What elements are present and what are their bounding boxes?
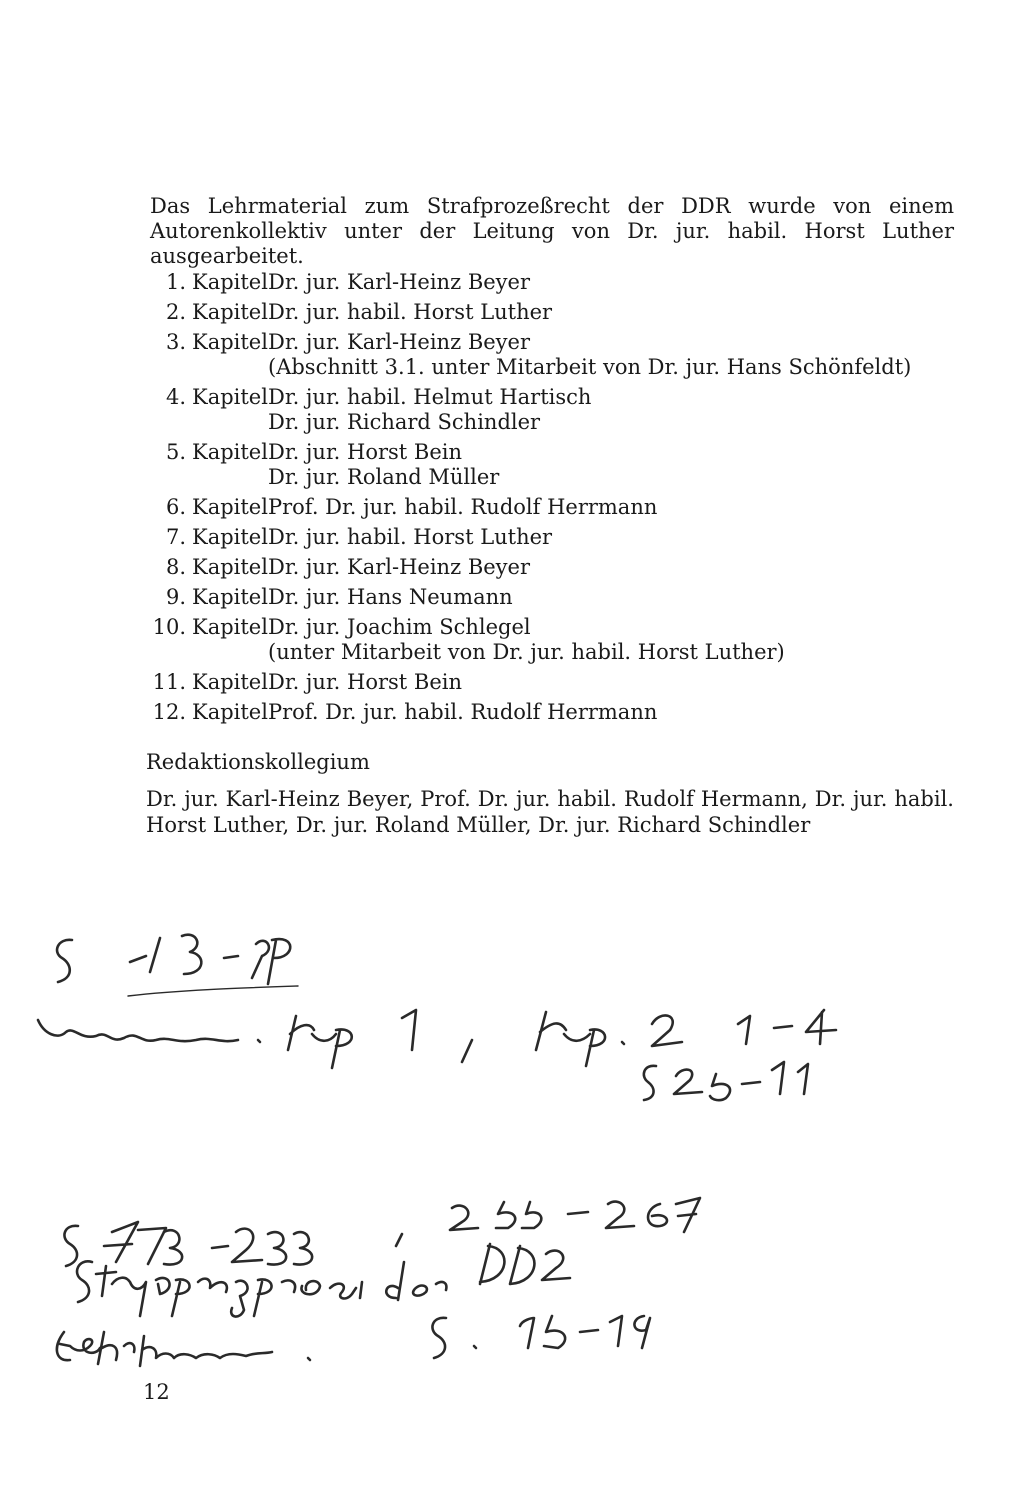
- chapter-word: Kapitel: [192, 330, 268, 354]
- chapter-number: 8.: [165, 555, 186, 579]
- handwritten-note-4: [64, 1198, 700, 1266]
- chapter-number: 9.: [165, 585, 186, 609]
- chapter-number: 7.: [165, 525, 186, 549]
- chapter-author-line: Prof. Dr. jur. habil. Rudolf Herrmann: [268, 700, 658, 724]
- chapter-word: Kapitel: [192, 525, 268, 549]
- handwritten-note-3: [644, 1062, 808, 1100]
- chapter-author-line: Dr. jur. Roland Müller: [268, 465, 500, 489]
- page-number: 12: [143, 1380, 170, 1404]
- chapter-word: Kapitel: [192, 670, 268, 694]
- chapter-author-line: Dr. jur. Horst Bein: [268, 670, 463, 694]
- chapter-word: Kapitel: [192, 270, 268, 294]
- chapter-author-line: Dr. jur. Horst Bein: [268, 440, 463, 464]
- chapter-author-line: Prof. Dr. jur. habil. Rudolf Herrmann: [268, 495, 658, 519]
- chapter-author-line: Dr. jur. Richard Schindler: [268, 410, 541, 434]
- editorial-board-members: Dr. jur. Karl-Heinz Beyer, Prof. Dr. jur. habil. Rudolf Hermann, Dr. jur. habil. Horst Luther, Dr. jur. Roland Müller, Dr. jur. Richard Schindler: [146, 787, 954, 837]
- handwritten-note-5: [77, 1244, 570, 1317]
- chapter-number: 2.: [165, 300, 186, 324]
- handwritten-note-6: [57, 1316, 650, 1366]
- chapter-number: 3.: [165, 330, 186, 354]
- chapter-word: Kapitel: [192, 300, 268, 324]
- chapter-author-line: Dr. jur. habil. Helmut Hartisch: [268, 385, 592, 409]
- intro-paragraph: Das Lehrmaterial zum Strafprozeßrecht der DDR wurde von einem Autorenkollektiv unter der Leitung von Dr. jur. habil. Horst Luther ausgearbeitet.: [150, 194, 954, 268]
- chapter-word: Kapitel: [192, 615, 268, 639]
- chapter-author-line: Dr. jur. Joachim Schlegel: [268, 615, 531, 639]
- chapter-number: 12.: [152, 700, 186, 724]
- chapter-word: Kapitel: [192, 700, 268, 724]
- chapter-number: 11.: [152, 670, 186, 694]
- editorial-board-heading: Redaktionskollegium: [146, 750, 370, 774]
- chapter-word: Kapitel: [192, 555, 268, 579]
- chapter-number: 5.: [165, 440, 186, 464]
- chapter-author-line: (unter Mitarbeit von Dr. jur. habil. Horst Luther): [268, 640, 785, 664]
- chapter-author-line: Dr. jur. Hans Neumann: [268, 585, 513, 609]
- chapter-author-line: Dr. jur. habil. Horst Luther: [268, 300, 553, 324]
- chapter-word: Kapitel: [192, 585, 268, 609]
- handwritten-note-1: [57, 935, 298, 996]
- chapter-author-line: Dr. jur. Karl-Heinz Beyer: [268, 270, 531, 294]
- chapter-author-line: Dr. jur. Karl-Heinz Beyer: [268, 330, 531, 354]
- chapter-word: Kapitel: [192, 495, 268, 519]
- chapter-number: 10.: [152, 615, 186, 639]
- handwritten-note-2: [38, 1010, 836, 1068]
- chapter-word: Kapitel: [192, 440, 268, 464]
- chapter-word: Kapitel: [192, 385, 268, 409]
- chapter-author-line: Dr. jur. Karl-Heinz Beyer: [268, 555, 531, 579]
- chapter-number: 4.: [165, 385, 186, 409]
- chapter-author-line: (Abschnitt 3.1. unter Mitarbeit von Dr. jur. Hans Schönfeldt): [268, 355, 912, 379]
- chapter-number: 1.: [165, 270, 186, 294]
- chapter-author-line: Dr. jur. habil. Horst Luther: [268, 525, 553, 549]
- chapter-number: 6.: [165, 495, 186, 519]
